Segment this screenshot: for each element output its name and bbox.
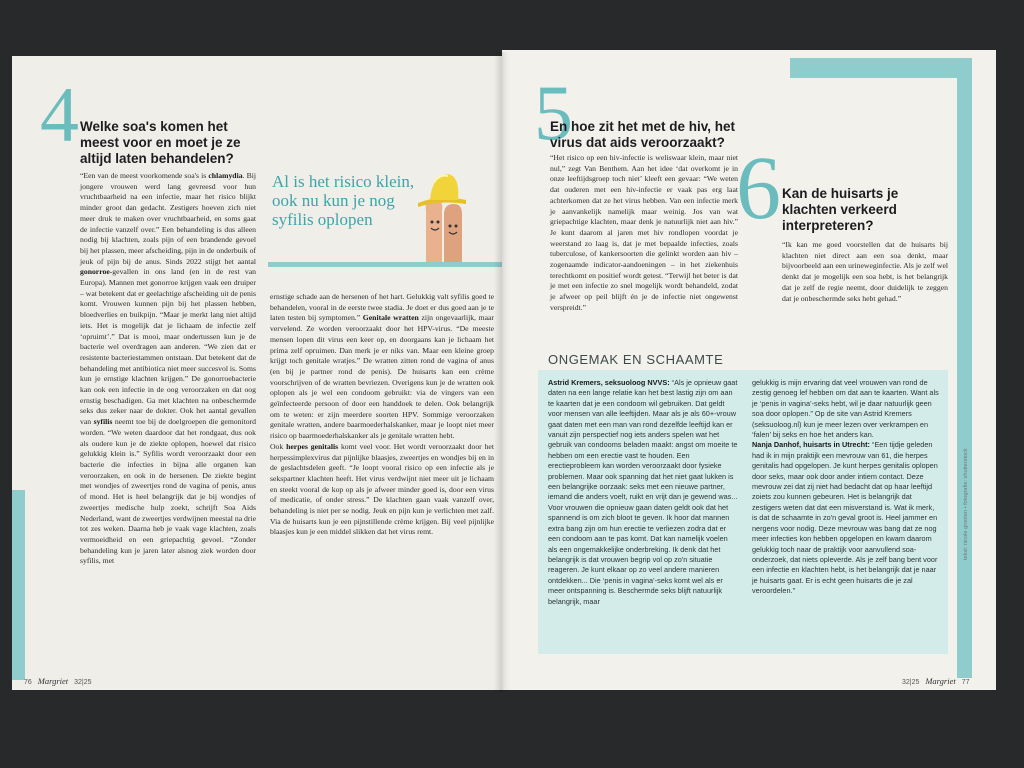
question-number-5: 5 bbox=[534, 69, 573, 156]
left-accent-bar bbox=[12, 490, 25, 680]
left-column-1 bbox=[80, 171, 256, 567]
photo-credit: tekst: nicole grooten • fotografie: shutterstock bbox=[963, 448, 969, 560]
text-run: “Ik kan me goed voorstellen dat de huisarts bij klachten niet direct aan een soa denkt, maar bijvoorbeeld aan een urineweginfectie. Als je zelf wel denkt dat je mogelijk een soa hebt, is het belangrijk dat je zelf de regie neemt, door duidelijk te zeggen dat je onbeschermde seks hebt gehad.” bbox=[782, 240, 948, 303]
right-column-5 bbox=[550, 153, 738, 314]
paragraph bbox=[270, 292, 494, 442]
bold-text-run: chlamydia bbox=[208, 171, 243, 180]
text-run: neemt toe bij de doelgroepen die gemonitord worden. “We weten daardoor dat het rondgaat, dus ook als oudere kun je de ziekte oplopen, hoewel dat risico gelukkig klein is.” Syfilis wordt veroorzaakt door een bacterie die infecties in bijna alle organen kan veroorzaken, en ook in de hersenen. De ziekte begint met wondjes of zweertjes rond de vagina of penis, anus of mond. Het is heel belangrijk dat je bij wondjes of zweertjes medische hulp zoekt, schrijft Soa Aids Nederland, want de zweertjes verdwijnen meestal na drie tot zes weken. Daarna heb je vaak vage klachten, zoals vermoeidheid en een griepachtig gevoel. “Zonder behandeling kun je jaren later alsnog ziek worden door syfilis, met bbox=[80, 417, 257, 566]
bold-text-run: herpes genitalis bbox=[286, 441, 339, 451]
magazine-brand-left: Margriet bbox=[37, 676, 69, 686]
text-run: gelukkig is mijn ervaring dat veel vrouwen van rond de zestig genoeg lef hebben om dat aan te kaarten. Want als je ‘penis in vagina’-seks hebt, wil je daar natuurlijk geen soa door oplopen.” Op de site van Astrid Kremers (seksuoloog.nl) kun je meer lezen over verkrampen en ‘falen’ bij seks en hoe het anders kan. bbox=[752, 378, 939, 440]
fingers-with-hat-illustration bbox=[404, 170, 474, 262]
text-run: “Het risico op een hiv-infectie is weliswaar klein, maar niet nul,” zegt Van Benthem. Aan het idee ‘dat overkomt je in onze leeftijdsgroep toch niet’ kleeft een gevaar: “We weten dat ouderen met een hiv-infectie er vaak pas erg laat achterkomen dat ze het virus hebben. Van een infectie merk je aanvankelijk namelijk maar weinig. Jos van wat griepachtige klachten, maar denk je natuurlijk niet aan hiv.” Je kunt daarom al jaren met hiv rondlopen voordat je weerstand zo laag is, dat je met bepaalde infecties, zoals tuberculose, of kankersoorten die gelinkt worden aan hiv – zogenaamde indicator-aandoeningen – in het ziekenhuis terechtkomt en positief wordt getest. “Terwijl het beter is dat je met een infectie zo snel mogelijk wordt behandeld, zodat je afweer op peil blijft én je de infectie niet ongewenst verspreidt.” bbox=[550, 153, 738, 312]
right-column-6 bbox=[782, 240, 948, 304]
bold-text-run: gonorroe bbox=[80, 267, 110, 277]
quote-underline-bar bbox=[268, 262, 502, 267]
bold-text-run: Astrid Kremers, seksuoloog NVVS: bbox=[548, 378, 670, 387]
issue-right: 32|25 bbox=[902, 679, 920, 686]
paragraph bbox=[752, 378, 940, 440]
paragraph bbox=[548, 378, 738, 607]
pull-quote: Al is het risico klein, ook nu kun je nog syfilis oplopen bbox=[272, 172, 415, 229]
issue-left: 32|25 bbox=[74, 679, 92, 686]
paragraph bbox=[80, 171, 256, 567]
text-run: Ook bbox=[270, 441, 287, 451]
text-run: . Bij jongere vrouwen werd lang gevreesd voor hun vruchtbaarheid na een infectie, maar het risico blijkt minder groot dan gedacht. Zestigers hoeven zich niet meer druk te maken over vruchtbaarheid, en soms gaat de infectie vanzelf over.” Een behandeling is dus alleen nodig bij klachten, zoals pijn of een brandende gevoel bij het plassen, meer afscheiding, pijn in de onderbuik of jeuk of pijn bij de anus. Sinds 2022 stijgt het aantal bbox=[80, 171, 256, 266]
text-run: “Als je opnieuw gaat daten na een lange relatie kan het best lastig zijn om aan te kaarten dat je een condoom wil gebruiken. Dat geldt voor mensen van alle leeftijden. Maar als je als 60+-vrouw gaat daten met een man van rond dezelfde leeftijd kan er vanuit zijn perspectief nog iets anders spelen wat het gebruik van condooms beladen maakt: angst om moeite te hebben om een erectie vast te houden. Een erectieprobleem kan worden veroorzaakt door fysieke problemen. Maar ook spanning dat het niet gaat lukken is een belangrijke oorzaak: seks met een nieuwe partner, iemand die anders voelt, ruikt en vrijt dan je gewend was... Voor vrouwen die opnieuw gaan daten geldt ook dat het spannend is om zich bloot te geven. Ik hoor dat mannen extra bang zijn om hun erectie te verliezen zodra dat er een condoom aan te pas komt. Dat kan namelijk voelen als een ongemakkelijke onderbreking. Ik denk dat het belangrijk is dat vrouwen begrip vol op zo'n situatie reageren. Je kunt elkaar op zo veel andere manieren ontdekken... Die ‘penis in vagina’-seks komt wel als er meer ontspanning is. Beschermde seks blijft natuurlijk belangrijk, maar bbox=[548, 378, 738, 606]
text-run: zijn ongevaarlijk, maar vervelend. Ze worden veroorzaakt door het HPV-virus. “De meeste mensen lopen dit virus een keer op, en doorgaans kan je lichaam het prima zelf opruimen. Dan merk je er niks van. Maar een kleine groep krijgt toch genitale wratjes.” De wratten zitten rond de vagina of anus (en bij je partner rond de penis). De huisarts kan een crème voorschrijven of de wratten bevriezen. Overigens kun je de wratten ook oplopen als je wel een condoom gebruikt: via de vingers van een geïnfecteerde persoon of door een handdoek te delen. Ook belangrijk om te weten: er zijn meerdere soorten HPV. Sommige veroorzaken genitale wratten, andere baarmoederhalskanker, maar je loopt niet meer risico op baarmoederhalskanker als je genitale wratten hebt. bbox=[270, 313, 494, 441]
magazine-brand-right: Margriet bbox=[925, 676, 956, 686]
question-heading-4: Welke soa's komen het meest voor en moet je ze altijd laten behandelen? bbox=[80, 119, 241, 166]
top-right-accent-bar bbox=[790, 58, 972, 78]
text-run: -gevallen in ons land (en in de rest van Europa). Mannen met gonorroe krijgen vaak een druiper – wat betekent dat er geelachtige afscheiding uit de penis komt. Vrouwen kunnen pijn bij het plassen hebben, bloedverlies en buikpijn. “Maar je merkt lang niet altijd iets. Het is mogelijk dat je lichaam de infectie zelf ‘opruimt’.” Dat is mooi, maar ondertussen kun je de bacterie wel overdragen aan anderen. “We zien dat er resistente bacteriestammen ontstaan. Dat betekent dat de behandeling met antibiotica niet meer succesvol is. Soms kun je ernstige klachten krijgen.” De gonorroebacterie kan ook een infectie in de oog veroorzaken en dat oog ernstig beschadigen. Ga met klachten na onbeschermde seks dus zeker naar de dokter. Ook het aantal gevallen van bbox=[80, 267, 256, 427]
text-run: komt veel voor. Het wordt veroorzaakt door het herpessimplexvirus dat pijnlijke blaasjes, zweertjes en wondjes bij en in de geslachtsdelen geeft. “Je loopt vooral risico op een infectie als je sekspartner klachten heeft. Het virus verdwijnt niet meer uit je lichaam en steekt vooral de kop op als je afweer minder goed is, door een virus of medicatie, of onder stress.” De klachten gaan vaak vanzelf over, behandeling is niet per se nodig. Jeuk en pijn kun je verlichten met zalf. Via de huisarts kun je een pijnstillende crème krijgen. Bij veel pijnlijke blaasjes kun je een middel slikken dat het virus remt. bbox=[270, 441, 494, 537]
bold-text-run: syfilis bbox=[93, 417, 113, 427]
right-edge-accent-bar bbox=[957, 58, 972, 678]
question-heading-6: Kan de huisarts je klachten verkeerd interpreteren? bbox=[782, 186, 899, 233]
page-number-right: 77 bbox=[961, 679, 970, 686]
section-title: ONGEMAK EN SCHAAMTE bbox=[548, 352, 724, 367]
paragraph bbox=[270, 442, 494, 538]
paragraph bbox=[752, 440, 940, 596]
text-run: ernstige schade aan de hersenen of het hart. Gelukkig valt syfilis goed te behandelen, vooral in de eerste twee stadia. Je doet er dus goed aan je te laten testen bij symptomen.” bbox=[270, 292, 494, 323]
text-run: “Een tijdje geleden had ik in mijn praktijk een mevrouw van 61, die herpes genitalis had opgelopen. Je kunt herpes genitalis oplopen door seks, maar ook door ander intiem contact. Deze mevrouw zei dat zij niet had bedacht dat op haar leeftijd zoiets zou kunnen gebeuren. Het is belangrijk dat zestigers weten dat dat een misverstand is. Wat ik merk, is dat de schaamte in zo'n geval groot is. Heel jammer en nergens voor nodig. Deze mevrouw was bang dat ze nog meer infecties kon hebben opgelopen en kwam daarom gelukkig toch naar de praktijk voor aanvullend soa-onderzoek, dat niets opleverde. Als je zelf bang bent voor een infectie en klachten hebt, is het belangrijk dat je naar je huisarts gaat. Er is echt geen huisarts die je zal veroordelen.” bbox=[752, 440, 938, 596]
paragraph bbox=[782, 240, 948, 304]
paragraph bbox=[550, 153, 738, 314]
question-heading-5: En hoe zit het met de hiv, het virus dat aids veroorzaakt? bbox=[550, 119, 736, 150]
question-number-4: 4 bbox=[40, 71, 79, 158]
left-footer bbox=[24, 676, 91, 686]
box-column-a bbox=[548, 378, 738, 607]
page-number-left: 76 bbox=[24, 679, 32, 686]
bold-text-run: Genitale wratten bbox=[362, 313, 419, 323]
question-number-6: 6 bbox=[736, 139, 781, 238]
right-footer bbox=[902, 676, 969, 686]
text-run: “Een van de meest voorkomende soa's is bbox=[80, 171, 209, 180]
spine-shadow bbox=[494, 52, 510, 692]
box-column-b bbox=[752, 378, 940, 597]
left-column-2 bbox=[270, 292, 494, 538]
bold-text-run: Nanja Danhof, huisarts in Utrecht: bbox=[752, 440, 870, 450]
